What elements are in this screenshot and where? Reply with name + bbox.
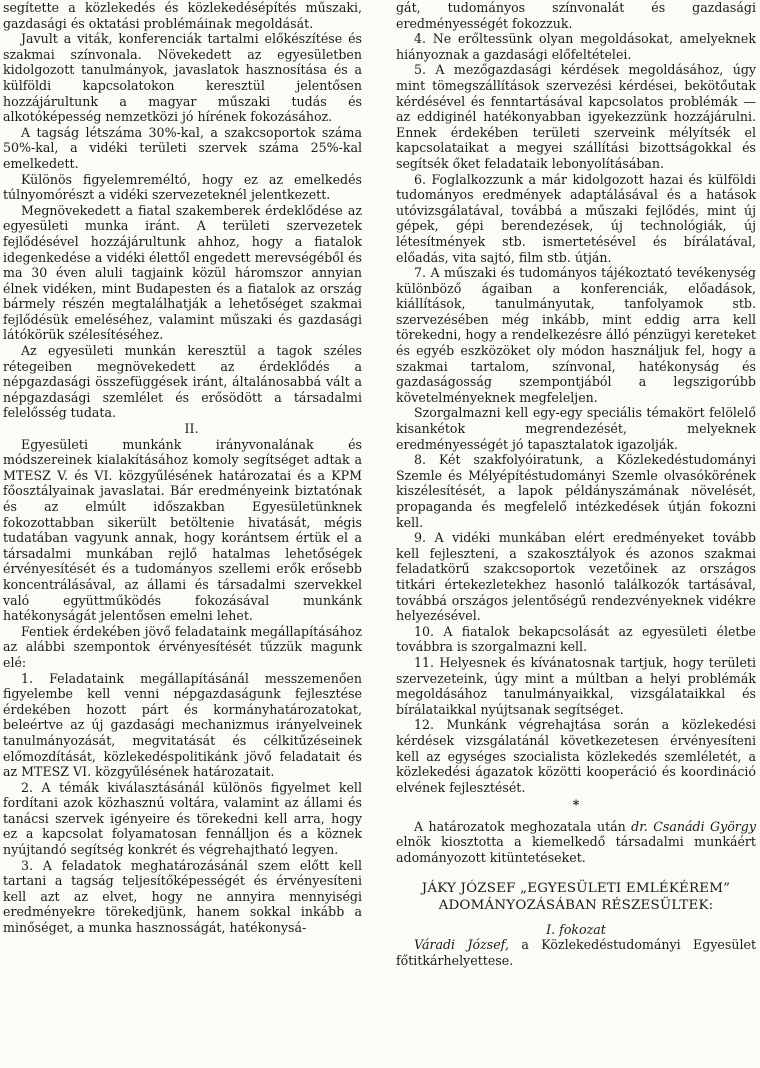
recipient-name: Váradi József, — [414, 937, 509, 953]
text-run: A határozatok meghozatala után — [414, 818, 632, 834]
paragraph — [396, 819, 756, 866]
list-item: 6. Foglalkozzunk a már kidolgozott hazai és külföldi tudományos eredmények adaptálásával és a hatások utóvizsgálatával, továbbá a műszaki fejlődés, mint új gépek, gépi berendezések, új technológiák, új létesítmények stb. ismertetésével és bírálatával, előadás, vita sajtó, film stb. útján. — [396, 171, 756, 265]
paragraph: Megnövekedett a fiatal szakemberek érdeklődése az egyesületi munka iránt. A területi szervezetek fejlődésével hozzájárultunk ahhoz, hogy a fiatalok idegenkedése a vidéki élettől engedett merevségéből és ma 30 éven aluli tagjaink közül háromszor annyian élnek vidéken, mint Budapesten és a fiatalok az ország bármely részén megtalálhatják a lehetőséget szakmai fejlődésük emeléséhez, valamint műszaki és gazdasági látókörük szélesítéséhez. — [3, 202, 362, 343]
left-column — [3, 0, 362, 936]
recipient-entry — [396, 937, 756, 968]
paragraph: Javult a viták, konferenciák tartalmi előkészítése és szakmai színvonala. Növekedett az egyesületben kidolgozott tanulmányok, javaslatok hasznosítása és a külföldi kapcsolatokon keresztül jelentősen hozzájárultunk a magyar műszaki tudás és alkotóképesség nemzetközi jó hírének fokozásához. — [3, 31, 362, 125]
section-heading: II. — [184, 421, 199, 437]
award-heading — [396, 880, 756, 914]
list-item: 12. Munkánk végrehajtása során a közlekedési kérdések vizsgálatánál következetesen érvényesíteni kell az egységes szocialista közlekedés szemléletét, a közlekedési ágazatok közötti kooperáció és koordináció elvének fejlesztését. — [396, 717, 756, 795]
list-item: 1. Feladataink megállapításánál messzemenően figyelembe kell venni népgazdaságunk fejlesztése érdekében hozott párt és kormányhatározatokat, beleértve az új gazdasági mechanizmus irányelveinek tanulmányozását, megvitatását és célkitűzéseinek előmozdítását, közlekedéspolitikánk jövő feladatait és az MTESZ VI. közgyűlésének határozatait. — [3, 670, 362, 780]
paragraph: Szorgalmazni kell egy-egy speciális témakört felölelő kisankétok megrendezését, melyeknek eredményességét jó tapasztalatok igazolják. — [396, 405, 756, 452]
list-item: 7. A műszaki és tudományos tájékoztató tevékenység különböző ágaiban a konferenciák, előadások, kiállítások, tanulmányutak, tanfolyamok stb. szervezésében még inkább, mint eddig arra kell törekedni, hogy a rendelkezésre álló pénzügyi kereteket és egyéb eszközöket oly módon használjuk fel, hogy a szakmai tartalom, színvonal, hatékonyság és gazdaságosság szempontjából a legszigorúbb követelményeknek megfeleljen. — [396, 265, 756, 405]
award-heading-line: ADOMÁNYOZÁSÁBAN RÉSZESÜLTEK: — [438, 897, 714, 913]
paragraph: gát, tudományos színvonalát és gazdasági eredményességét fokozzuk. — [396, 0, 756, 31]
paragraph: Különös figyelemreméltó, hogy ez az emelkedés túlnyomórészt a vidéki szervezeteknél jelentkezett. — [3, 171, 362, 203]
award-heading-line: JÁKY JÓZSEF „EGYESÜLETI EMLÉKÉREM” — [421, 880, 731, 896]
list-item: 9. A vidéki munkában elért eredményeket tovább kell fejleszteni, a szakosztályok és azonos szakmai feladatkörű szakcsoportok vezetőinek az országos titkári értekezletekhez hasonló találkozók tartásával, továbbá országos jelentőségű rendezvényeknek vidékre helyezésével. — [396, 530, 756, 624]
list-item: 8. Két szakfolyóiratunk, a Közlekedéstudományi Szemle és Mélyépítéstudományi Szemle olvasókörének kiszélesítését, a lapok példányszámának növelését, propaganda és megfelelő intézkedések útján fokozni kell. — [396, 452, 756, 530]
person-name: dr. Csanádi György — [631, 818, 756, 834]
paragraph: Fentiek érdekében jövő feladataink megállapításához az alábbi szempontok érvényesítését tűzzük magunk elé: — [3, 623, 362, 670]
paragraph: Az egyesületi munkán keresztül a tagok széles rétegeiben megnövekedett az érdeklődés a népgazdasági összefüggések iránt, általánosabbá vált a népgazdasági szemlélet és erősödött a társadalmi felelősség tudata. — [3, 343, 362, 421]
list-item: 2. A témák kiválasztásánál különös figyelmet kell fordítani azok közhasznú voltára, valamint az állami és tanácsi szervek igényeire és törekedni kell arra, hogy ez a kapcsolat folyamatosan fennálljon és a köznek nyújtandó segítség konkrét és végrehajtható legyen. — [3, 779, 362, 858]
list-item: 4. Ne erőltessünk olyan megoldásokat, amelyeknek hiányoznak a gazdasági előfeltételei. — [396, 31, 756, 62]
list-item: 5. A mezőgazdasági kérdések megoldásához, úgy mint tömegszállítások szervezési kérdései, bekötőutak kérdésével és fenntartásával kapcsolatos problémák — az eddiginél hatékonyabban igyekezzünk hozzájárulni. Ennek érdekében területi szerveink mélyítsék el kapcsolataikat a megyei szállítási bizottságokkal és segítsék őket feladataik lebonyolításában. — [396, 62, 756, 171]
right-column — [396, 0, 756, 968]
recipient-role: a Közlekedéstudományi Egyesület főtitkárhelyettese. — [396, 937, 757, 968]
award-grade: I. fokozat — [546, 921, 606, 937]
section-separator: * — [572, 797, 580, 813]
list-item: 11. Helyesnek és kívánatosnak tartjuk, hogy területi szervezeteink, úgy mint a múltban a helyi problémák megoldásához tanulmányaikkal, vizsgálataikkal és bírálataikkal nyújtsanak segítséget. — [396, 654, 756, 717]
list-item: 10. A fiatalok bekapcsolását az egyesületi életbe továbbra is szorgalmazni kell. — [396, 623, 756, 655]
paragraph: A tagság létszáma 30%-kal, a szakcsoportok száma 50%-kal, a vidéki területi szervek száma 25%-kal emelkedett. — [3, 124, 362, 171]
paragraph: segítette a közlekedés és közlekedésépítés műszaki, gazdasági és oktatási problémáinak megoldását. — [3, 0, 362, 31]
paragraph: Egyesületi munkánk irányvonalának és módszereinek kialakításához komoly segítséget adtak a MTESZ V. és VI. közgyűlésének határozatai és a KPM főosztályainak javaslatai. Bár eredményeink biztatónak és az elmúlt időszakban Egyesületünknek fokozottabban sikerült betöltenie hivatását, mégis tudatában vagyunk annak, hogy korántsem értük el a társadalmi munkában rejlő hatalmas lehetőségek érvényesítését és a tudományos szellemi erők erősebb koncentrálásával, az állami és társadalmi szervekkel való együttműködés fokozásával munkánk hatékonyságát jelentősen emelni lehet. — [3, 436, 362, 624]
text-run: elnök kiosztotta a kiemelkedő társadalmi munkáért adományozott kitüntetéseket. — [396, 834, 756, 866]
list-item: 3. A feladatok meghatározásánál szem előtt kell tartani a tagság teljesítőképességét és érvényesíteni kell azt az elvet, hogy ne annyira mennyiségi eredményekre törekedjünk, hanem sokkal inkább a minőséget, a munka hasznosságát, hatékonysá- — [3, 857, 362, 936]
